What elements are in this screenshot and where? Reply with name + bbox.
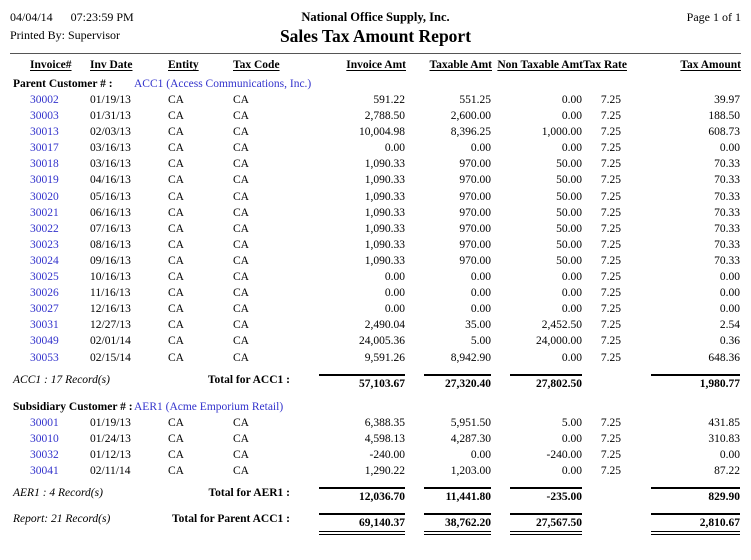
taxable-amt-cell: 1,203.00 <box>450 464 491 477</box>
invoice-link[interactable]: 30021 <box>30 206 59 219</box>
non-taxable-amt-cell: 50.00 <box>556 158 582 171</box>
tax-code-cell: CA <box>233 287 249 300</box>
tax-rate-cell: 7.25 <box>600 303 621 316</box>
printed-by: Printed By: Supervisor <box>10 28 120 42</box>
inv-date-cell: 04/16/13 <box>90 174 131 187</box>
tax-rate-cell: 7.25 <box>600 432 621 445</box>
invoice-row <box>10 415 741 431</box>
tax-amount-cell: 0.00 <box>719 287 740 300</box>
entity-cell: CA <box>168 287 184 300</box>
tax-rate-cell: 7.25 <box>600 351 621 364</box>
tax-code-cell: CA <box>233 206 249 219</box>
invoice-number-cell <box>10 108 85 124</box>
inv-date-cell: 02/15/14 <box>90 351 131 364</box>
total-non-taxable-amt: 27,567.50 <box>492 505 583 537</box>
tax-code-cell: CA <box>233 158 249 171</box>
non-taxable-amt-cell: 50.00 <box>556 190 582 203</box>
col-header-taxable-amt: Taxable Amt <box>429 59 492 71</box>
tax-code-cell: CA <box>233 142 249 155</box>
taxable-amt-cell: 0.00 <box>470 287 491 300</box>
non-taxable-amt-cell: 0.00 <box>561 287 582 300</box>
invoice-number-cell <box>10 172 85 188</box>
print-time: 07:23:59 PM <box>70 10 134 24</box>
taxable-amt-cell: 5,951.50 <box>450 416 491 429</box>
tax-amount-cell: 2.54 <box>719 319 740 332</box>
tax-amount-cell: 70.33 <box>714 238 740 251</box>
invoice-row <box>10 124 741 140</box>
inv-date-cell: 10/16/13 <box>90 271 131 284</box>
total-invoice-amt: 57,103.67 <box>295 366 406 392</box>
invoice-amt-cell: 1,090.33 <box>364 174 405 187</box>
invoice-link[interactable]: 30013 <box>30 126 59 139</box>
invoice-number-cell <box>10 415 85 431</box>
taxable-amt-cell: 5.00 <box>470 335 491 348</box>
inv-date-cell: 08/16/13 <box>90 238 131 251</box>
invoice-amt-cell: 1,090.33 <box>364 190 405 203</box>
tax-amount-cell: 310.83 <box>708 432 740 445</box>
tax-rate-cell: 7.25 <box>600 448 621 461</box>
non-taxable-amt-cell: 0.00 <box>561 351 582 364</box>
inv-date-cell: 01/24/13 <box>90 432 131 445</box>
invoice-amt-cell: 0.00 <box>384 142 405 155</box>
invoice-link[interactable]: 30026 <box>30 287 59 300</box>
non-taxable-amt-cell: 1,000.00 <box>541 126 582 139</box>
invoice-amt-cell: 1,090.33 <box>364 254 405 267</box>
total-taxable-amt: 38,762.20 <box>406 505 492 537</box>
entity-cell: CA <box>168 432 184 445</box>
tax-code-cell: CA <box>233 464 249 477</box>
total-non-taxable-amt: 27,802.50 <box>492 366 583 392</box>
non-taxable-amt-cell: 0.00 <box>561 110 582 123</box>
invoice-number-cell <box>10 285 85 301</box>
invoice-number-cell <box>10 124 85 140</box>
invoice-amt-cell: 0.00 <box>384 287 405 300</box>
inv-date-cell: 03/16/13 <box>90 142 131 155</box>
invoice-number-cell <box>10 189 85 205</box>
taxable-amt-cell: 970.00 <box>459 174 491 187</box>
tax-amount-cell: 0.00 <box>719 142 740 155</box>
invoice-number-cell <box>10 447 85 463</box>
inv-date-cell: 07/16/13 <box>90 222 131 235</box>
inv-date-cell: 02/11/14 <box>90 464 131 477</box>
record-count: AER1 : 4 Record(s) <box>13 486 103 499</box>
tax-amount-cell: 648.36 <box>708 351 740 364</box>
tax-rate-cell: 7.25 <box>600 110 621 123</box>
invoice-row <box>10 156 741 172</box>
tax-rate-cell: 7.25 <box>600 190 621 203</box>
inv-date-cell: 01/31/13 <box>90 110 131 123</box>
total-label: Total for AER1 : <box>208 486 290 499</box>
tax-code-cell: CA <box>233 174 249 187</box>
invoice-link[interactable]: 30053 <box>30 351 59 364</box>
total-invoice-amt: 69,140.37 <box>295 505 406 537</box>
tax-rate-cell: 7.25 <box>600 126 621 139</box>
customer-group-row <box>10 392 741 415</box>
company-name: National Office Supply, Inc. <box>301 10 450 24</box>
entity-cell: CA <box>168 110 184 123</box>
non-taxable-amt-cell: 50.00 <box>556 206 582 219</box>
invoice-row <box>10 350 741 366</box>
report-title: Sales Tax Amount Report <box>279 26 472 46</box>
tax-code-cell: CA <box>233 319 249 332</box>
entity-cell: CA <box>168 190 184 203</box>
tax-amount-cell: 70.33 <box>714 206 740 219</box>
invoice-amt-cell: 24,005.36 <box>359 335 405 348</box>
invoice-row <box>10 285 741 301</box>
invoice-amt-cell: -240.00 <box>369 448 405 461</box>
invoice-link[interactable]: 30022 <box>30 222 59 235</box>
invoice-row <box>10 333 741 349</box>
total-tax-rate <box>583 479 633 505</box>
tax-code-cell: CA <box>233 126 249 139</box>
entity-cell: CA <box>168 335 184 348</box>
entity-cell: CA <box>168 206 184 219</box>
tax-amount-cell: 70.33 <box>714 254 740 267</box>
non-taxable-amt-cell: 50.00 <box>556 222 582 235</box>
total-invoice-amt: 12,036.70 <box>295 479 406 505</box>
customer-link[interactable]: ACC1 (Access Communications, Inc.) <box>134 78 312 90</box>
tax-amount-cell: 39.97 <box>714 94 740 106</box>
inv-date-cell: 12/27/13 <box>90 319 131 332</box>
total-label: Total for ACC1 : <box>207 373 290 386</box>
entity-cell: CA <box>168 448 184 461</box>
tax-rate-cell: 7.25 <box>600 206 621 219</box>
tax-amount-cell: 431.85 <box>708 416 740 429</box>
total-label: Total for Parent ACC1 : <box>172 512 290 525</box>
non-taxable-amt-cell: 0.00 <box>561 142 582 155</box>
inv-date-cell: 05/16/13 <box>90 190 131 203</box>
inv-date-cell: 01/19/13 <box>90 416 131 429</box>
invoice-number-cell <box>10 463 85 479</box>
invoice-amt-cell: 1,290.22 <box>364 464 405 477</box>
col-header-entity: Entity <box>168 59 199 71</box>
invoice-row <box>10 447 741 463</box>
invoice-link[interactable]: 30027 <box>30 303 59 316</box>
total-tax-rate <box>583 366 633 392</box>
record-count: Report: 21 Record(s) <box>13 512 111 525</box>
inv-date-cell: 02/01/14 <box>90 335 131 348</box>
taxable-amt-cell: 8,942.90 <box>450 351 491 364</box>
invoice-link[interactable]: 30002 <box>30 94 59 106</box>
report-total-row <box>10 505 741 537</box>
tax-code-cell: CA <box>233 254 249 267</box>
non-taxable-amt-cell: 0.00 <box>561 464 582 477</box>
col-header-tax-code: Tax Code <box>233 59 280 71</box>
tax-rate-cell: 7.25 <box>600 287 621 300</box>
inv-date-cell: 12/16/13 <box>90 303 131 316</box>
invoice-link[interactable]: 30017 <box>30 142 59 155</box>
tax-amount-cell: 0.00 <box>719 448 740 461</box>
taxable-amt-cell: 8,396.25 <box>450 126 491 139</box>
tax-amount-cell: 70.33 <box>714 158 740 171</box>
tax-rate-cell: 7.25 <box>600 174 621 187</box>
entity-cell: CA <box>168 142 184 155</box>
tax-rate-cell: 7.25 <box>600 319 621 332</box>
non-taxable-amt-cell: 5.00 <box>561 416 582 429</box>
invoice-link[interactable]: 30032 <box>30 448 59 461</box>
total-non-taxable-amt: -235.00 <box>492 479 583 505</box>
entity-cell: CA <box>168 254 184 267</box>
col-header-invoice-amt: Invoice Amt <box>346 59 406 71</box>
tax-amount-cell: 188.50 <box>708 110 740 123</box>
customer-group-row <box>10 75 741 92</box>
invoice-row <box>10 237 741 253</box>
entity-cell: CA <box>168 351 184 364</box>
inv-date-cell: 01/19/13 <box>90 94 131 106</box>
entity-cell: CA <box>168 303 184 316</box>
non-taxable-amt-cell: 0.00 <box>561 303 582 316</box>
invoice-number-cell <box>10 156 85 172</box>
total-taxable-amt: 27,320.40 <box>406 366 492 392</box>
invoice-row <box>10 205 741 221</box>
tax-amount-cell: 0.36 <box>719 335 740 348</box>
tax-code-cell: CA <box>233 238 249 251</box>
section-total-row <box>10 366 741 392</box>
total-taxable-amt: 11,441.80 <box>406 479 492 505</box>
col-header-invoice: Invoice# <box>30 59 72 71</box>
taxable-amt-cell: 0.00 <box>470 303 491 316</box>
tax-code-cell: CA <box>233 110 249 123</box>
tax-amount-cell: 87.22 <box>714 464 740 477</box>
invoice-link[interactable]: 30010 <box>30 432 59 445</box>
tax-code-cell: CA <box>233 335 249 348</box>
section-total-row <box>10 479 741 505</box>
tax-rate-cell: 7.25 <box>600 254 621 267</box>
invoice-link[interactable]: 30019 <box>30 174 59 187</box>
entity-cell: CA <box>168 222 184 235</box>
entity-cell: CA <box>168 271 184 284</box>
entity-cell: CA <box>168 94 184 106</box>
invoice-link[interactable]: 30041 <box>30 464 59 477</box>
customer-link[interactable]: AER1 (Acme Emporium Retail) <box>134 400 284 413</box>
entity-cell: CA <box>168 238 184 251</box>
tax-code-cell: CA <box>233 222 249 235</box>
tax-code-cell: CA <box>233 94 249 106</box>
invoice-row <box>10 463 741 479</box>
tax-amount-cell: 608.73 <box>708 126 740 139</box>
taxable-amt-cell: 2,600.00 <box>450 110 491 123</box>
taxable-amt-cell: 970.00 <box>459 222 491 235</box>
total-tax-amount: 829.90 <box>633 479 741 505</box>
invoice-number-cell <box>10 253 85 269</box>
invoice-amt-cell: 2,788.50 <box>364 110 405 123</box>
invoice-amt-cell: 6,388.35 <box>364 416 405 429</box>
inv-date-cell: 06/16/13 <box>90 206 131 219</box>
tax-amount-cell: 0.00 <box>719 271 740 284</box>
invoice-number-cell <box>10 431 85 447</box>
invoice-amt-cell: 0.00 <box>384 303 405 316</box>
total-tax-amount: 2,810.67 <box>633 505 741 537</box>
invoice-row <box>10 189 741 205</box>
non-taxable-amt-cell: 24,000.00 <box>536 335 582 348</box>
invoice-amt-cell: 9,591.26 <box>364 351 405 364</box>
invoice-number-cell <box>10 140 85 156</box>
tax-code-cell: CA <box>233 432 249 445</box>
taxable-amt-cell: 970.00 <box>459 254 491 267</box>
non-taxable-amt-cell: 50.00 <box>556 174 582 187</box>
invoice-link[interactable]: 30049 <box>30 335 59 348</box>
header-divider <box>10 53 741 54</box>
tax-code-cell: CA <box>233 416 249 429</box>
invoice-amt-cell: 2,490.04 <box>364 319 405 332</box>
customer-group-label: Parent Customer # : <box>13 78 113 90</box>
invoice-link[interactable]: 30001 <box>30 416 59 429</box>
taxable-amt-cell: 35.00 <box>465 319 491 332</box>
entity-cell: CA <box>168 464 184 477</box>
invoice-link[interactable]: 30018 <box>30 158 59 171</box>
tax-rate-cell: 7.25 <box>600 238 621 251</box>
inv-date-cell: 09/16/13 <box>90 254 131 267</box>
invoice-row <box>10 301 741 317</box>
entity-cell: CA <box>168 319 184 332</box>
invoice-link[interactable]: 30020 <box>30 190 59 203</box>
customer-group-label: Subsidiary Customer # : <box>13 400 133 413</box>
invoice-number-cell <box>10 205 85 221</box>
invoice-amt-cell: 4,598.13 <box>364 432 405 445</box>
non-taxable-amt-cell: -240.00 <box>546 448 582 461</box>
invoice-number-cell <box>10 317 85 333</box>
invoice-row <box>10 317 741 333</box>
invoice-row <box>10 253 741 269</box>
inv-date-cell: 03/16/13 <box>90 158 131 171</box>
invoice-amt-cell: 1,090.33 <box>364 206 405 219</box>
entity-cell: CA <box>168 126 184 139</box>
invoice-amt-cell: 591.22 <box>373 94 405 106</box>
record-count: ACC1 : 17 Record(s) <box>13 373 110 386</box>
tax-rate-cell: 7.25 <box>600 94 621 106</box>
tax-amount-cell: 70.33 <box>714 222 740 235</box>
invoice-row <box>10 108 741 124</box>
invoice-row <box>10 431 741 447</box>
tax-code-cell: CA <box>233 448 249 461</box>
non-taxable-amt-cell: 2,452.50 <box>541 319 582 332</box>
non-taxable-amt-cell: 0.00 <box>561 271 582 284</box>
col-header-inv-date: Inv Date <box>90 59 133 71</box>
invoice-number-cell <box>10 301 85 317</box>
total-tax-amount: 1,980.77 <box>633 366 741 392</box>
entity-cell: CA <box>168 174 184 187</box>
non-taxable-amt-cell: 0.00 <box>561 94 582 106</box>
page-indicator: Page 1 of 1 <box>686 10 741 24</box>
invoice-number-cell <box>10 269 85 285</box>
tax-rate-cell: 7.25 <box>600 464 621 477</box>
invoice-row <box>10 221 741 237</box>
inv-date-cell: 01/12/13 <box>90 448 131 461</box>
tax-amount-cell: 70.33 <box>714 174 740 187</box>
column-header-row <box>10 56 741 75</box>
tax-rate-cell: 7.25 <box>600 222 621 235</box>
invoice-amt-cell: 0.00 <box>384 271 405 284</box>
tax-code-cell: CA <box>233 271 249 284</box>
taxable-amt-cell: 0.00 <box>470 448 491 461</box>
invoice-number-cell <box>10 92 85 108</box>
tax-code-cell: CA <box>233 351 249 364</box>
non-taxable-amt-cell: 50.00 <box>556 254 582 267</box>
invoice-amt-cell: 1,090.33 <box>364 238 405 251</box>
invoice-amt-cell: 1,090.33 <box>364 158 405 171</box>
print-datetime <box>10 8 195 26</box>
non-taxable-amt-cell: 0.00 <box>561 432 582 445</box>
tax-rate-cell: 7.25 <box>600 142 621 155</box>
invoice-row <box>10 140 741 156</box>
taxable-amt-cell: 0.00 <box>470 271 491 284</box>
entity-cell: CA <box>168 158 184 171</box>
tax-amount-cell: 70.33 <box>714 190 740 203</box>
taxable-amt-cell: 0.00 <box>470 142 491 155</box>
invoice-link[interactable]: 30024 <box>30 254 59 267</box>
taxable-amt-cell: 970.00 <box>459 190 491 203</box>
col-header-tax-rate: Tax Rate <box>583 59 627 71</box>
invoice-number-cell <box>10 221 85 237</box>
invoice-link[interactable]: 30003 <box>30 110 59 123</box>
invoice-number-cell <box>10 237 85 253</box>
invoice-row <box>10 172 741 188</box>
tax-rate-cell: 7.25 <box>600 158 621 171</box>
inv-date-cell: 02/03/13 <box>90 126 131 139</box>
tax-code-cell: CA <box>233 303 249 316</box>
invoice-amt-cell: 1,090.33 <box>364 222 405 235</box>
invoice-link[interactable]: 30023 <box>30 238 59 251</box>
invoice-amt-cell: 10,004.98 <box>359 126 405 139</box>
sales-tax-table <box>10 56 741 537</box>
invoice-link[interactable]: 30031 <box>30 319 59 332</box>
tax-rate-cell: 7.25 <box>600 335 621 348</box>
tax-code-cell: CA <box>233 190 249 203</box>
invoice-row <box>10 269 741 285</box>
invoice-number-cell <box>10 350 85 366</box>
invoice-link[interactable]: 30025 <box>30 271 59 284</box>
col-header-non-taxable-amt: Non Taxable Amt <box>497 59 583 71</box>
invoice-number-cell <box>10 333 85 349</box>
non-taxable-amt-cell: 50.00 <box>556 238 582 251</box>
taxable-amt-cell: 551.25 <box>459 94 491 106</box>
entity-cell: CA <box>168 416 184 429</box>
tax-amount-cell: 0.00 <box>719 303 740 316</box>
col-header-tax-amount: Tax Amount <box>680 59 741 71</box>
taxable-amt-cell: 970.00 <box>459 158 491 171</box>
tax-rate-cell: 7.25 <box>600 416 621 429</box>
taxable-amt-cell: 970.00 <box>459 206 491 219</box>
taxable-amt-cell: 4,287.30 <box>450 432 491 445</box>
taxable-amt-cell: 970.00 <box>459 238 491 251</box>
report-header <box>10 8 741 48</box>
total-tax-rate <box>583 505 633 537</box>
print-date: 04/04/14 <box>10 10 53 24</box>
tax-rate-cell: 7.25 <box>600 271 621 284</box>
inv-date-cell: 11/16/13 <box>90 287 131 300</box>
invoice-row <box>10 92 741 108</box>
